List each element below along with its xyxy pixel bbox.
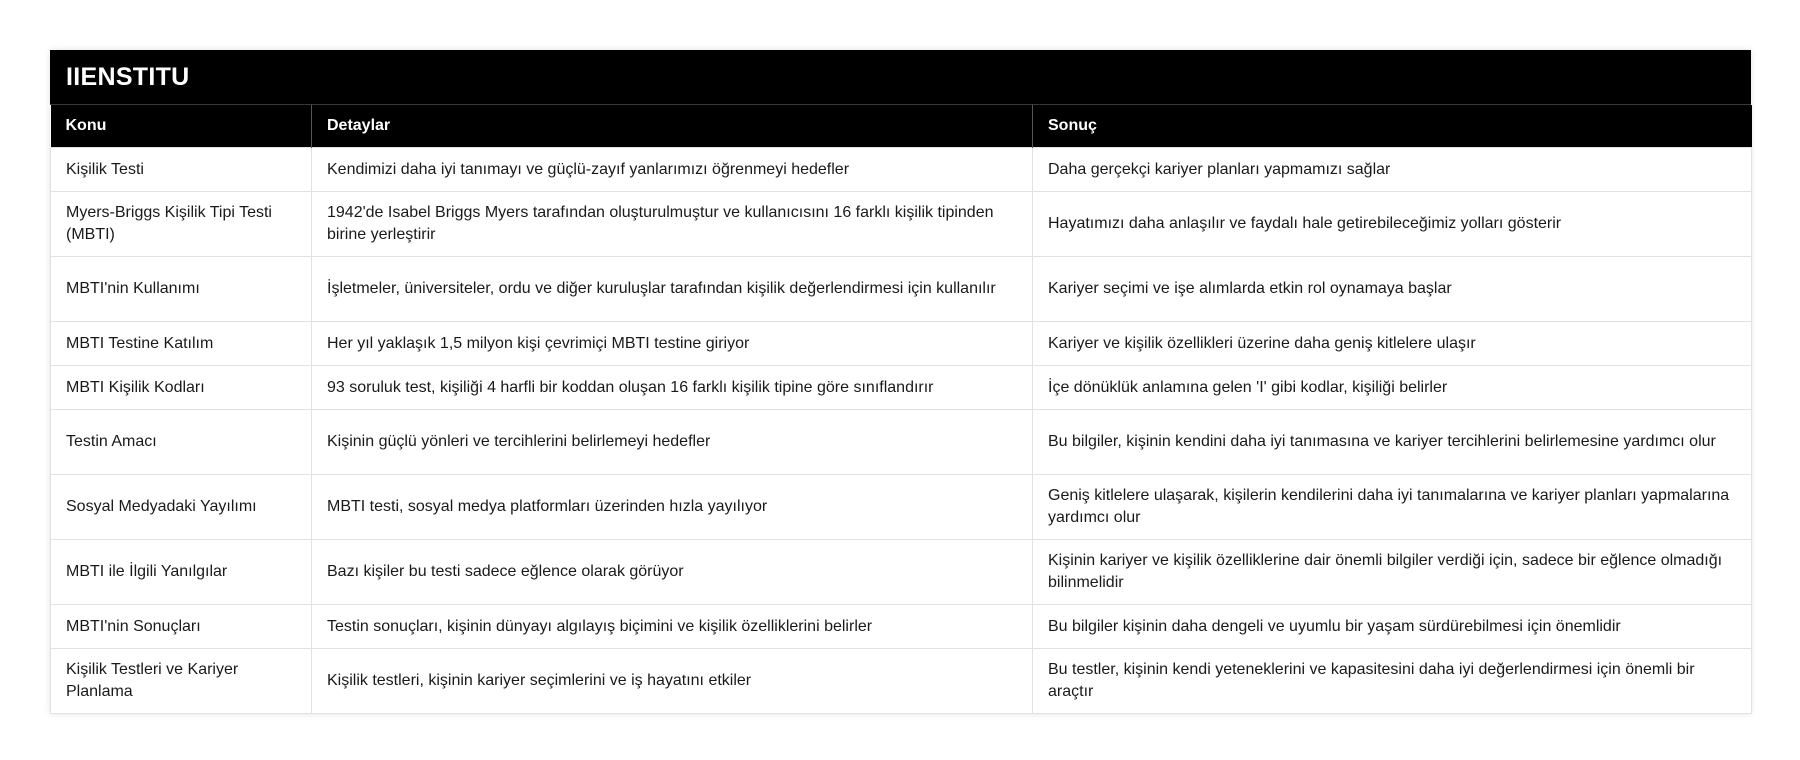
column-header-konu: Konu [51,105,312,148]
table-row [51,540,1752,605]
cell-detaylar: MBTI testi, sosyal medya platformları üzerinden hızla yayılıyor [312,475,1033,540]
table-row [51,148,1752,192]
cell-detaylar: Kişilik testleri, kişinin kariyer seçimlerini ve iş hayatını etkiler [312,649,1033,714]
cell-detaylar: Kendimizi daha iyi tanımayı ve güçlü-zayıf yanlarımızı öğrenmeyi hedefler [312,148,1033,192]
cell-sonuc: Bu testler, kişinin kendi yeteneklerini ve kapasitesini daha iyi değerlendirmesi için önemli bir araçtır [1033,649,1752,714]
cell-sonuc: Geniş kitlelere ulaşarak, kişilerin kendilerini daha iyi tanımalarına ve kariyer planları yapmalarına yardımcı olur [1033,475,1752,540]
cell-konu: MBTI'nin Sonuçları [51,605,312,649]
table-row [51,410,1752,475]
column-header-sonuc: Sonuç [1033,105,1752,148]
cell-sonuc: İçe dönüklük anlamına gelen 'I' gibi kodlar, kişiliği belirler [1033,366,1752,410]
cell-konu: MBTI Kişilik Kodları [51,366,312,410]
cell-detaylar: 93 soruluk test, kişiliği 4 harfli bir koddan oluşan 16 farklı kişilik tipine göre sınıflandırır [312,366,1033,410]
cell-detaylar: Testin sonuçları, kişinin dünyayı algılayış biçimini ve kişilik özelliklerini belirler [312,605,1033,649]
table-row [51,605,1752,649]
cell-konu: Testin Amacı [51,410,312,475]
cell-detaylar: 1942'de Isabel Briggs Myers tarafından oluşturulmuştur ve kullanıcısını 16 farklı kişilik tipinden birine yerleştirir [312,192,1033,257]
cell-konu: MBTI ile İlgili Yanılgılar [51,540,312,605]
column-header-detaylar: Detaylar [312,105,1033,148]
table-row [51,322,1752,366]
cell-sonuc: Bu bilgiler, kişinin kendini daha iyi tanımasına ve kariyer tercihlerini belirlemesine yardımcı olur [1033,410,1752,475]
cell-sonuc: Kariyer ve kişilik özellikleri üzerine daha geniş kitlelere ulaşır [1033,322,1752,366]
cell-konu: MBTI Testine Katılım [51,322,312,366]
cell-sonuc: Daha gerçekçi kariyer planları yapmamızı sağlar [1033,148,1752,192]
cell-konu: MBTI'nin Kullanımı [51,257,312,322]
cell-detaylar: Kişinin güçlü yönleri ve tercihlerini belirlemeyi hedefler [312,410,1033,475]
cell-detaylar: Her yıl yaklaşık 1,5 milyon kişi çevrimiçi MBTI testine giriyor [312,322,1033,366]
cell-detaylar: İşletmeler, üniversiteler, ordu ve diğer kuruluşlar tarafından kişilik değerlendirmesi için kullanılır [312,257,1033,322]
table-row [51,366,1752,410]
cell-sonuc: Bu bilgiler kişinin daha dengeli ve uyumlu bir yaşam sürdürebilmesi için önemlidir [1033,605,1752,649]
data-table [50,105,1752,714]
cell-konu: Kişilik Testi [51,148,312,192]
cell-konu: Myers-Briggs Kişilik Tipi Testi (MBTI) [51,192,312,257]
table-row [51,649,1752,714]
cell-sonuc: Kişinin kariyer ve kişilik özelliklerine dair önemli bilgiler verdiği için, sadece bir eğlence olmadığı bilinmelidir [1033,540,1752,605]
cell-sonuc: Hayatımızı daha anlaşılır ve faydalı hale getirebileceğimiz yolları gösterir [1033,192,1752,257]
table-row [51,192,1752,257]
table-row [51,257,1752,322]
table-row [51,475,1752,540]
cell-sonuc: Kariyer seçimi ve işe alımlarda etkin rol oynamaya başlar [1033,257,1752,322]
cell-konu: Sosyal Medyadaki Yayılımı [51,475,312,540]
cell-detaylar: Bazı kişiler bu testi sadece eğlence olarak görüyor [312,540,1033,605]
cell-konu: Kişilik Testleri ve Kariyer Planlama [51,649,312,714]
content-table-card [50,50,1751,714]
table-title: IIENSTITU [50,50,1751,105]
header-row [51,105,1752,148]
